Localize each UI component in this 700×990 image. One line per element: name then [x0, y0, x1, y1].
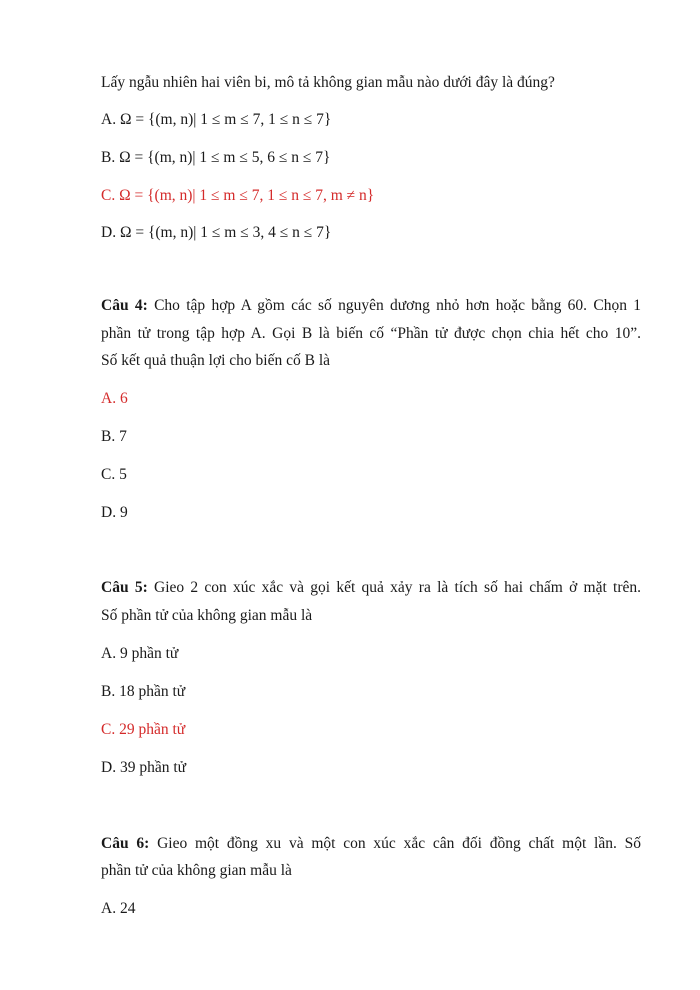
q3-option-c-correct: C. Ω = {(m, n)| 1 ≤ m ≤ 7, 1 ≤ n ≤ 7, m ≠ n}: [101, 187, 375, 204]
q4-stem-line2: phần tử trong tập hợp A. Gọi B là biến cố “Phần tử được chọn chia hết cho 10”.: [101, 325, 641, 342]
q6-option-a: A. 24: [101, 900, 136, 917]
q6-label: Câu 6:: [101, 835, 150, 852]
q5-stem-line1: [101, 578, 641, 598]
q3-option-a: A. Ω = {(m, n)| 1 ≤ m ≤ 7, 1 ≤ n ≤ 7}: [101, 111, 332, 128]
q3-option-b: B. Ω = {(m, n)| 1 ≤ m ≤ 5, 6 ≤ n ≤ 7}: [101, 149, 331, 166]
q4-option-a-correct: A. 6: [101, 390, 128, 407]
q3-stem: Lấy ngẫu nhiên hai viên bi, mô tả không gian mẫu nào dưới đây là đúng?: [101, 74, 555, 91]
q6-stem-line1: [101, 834, 641, 854]
q5-stem-text1: Gieo 2 con xúc xắc và gọi kết quả xảy ra là tích số hai chấm ở mặt trên.: [154, 579, 642, 596]
q5-label: Câu 5:: [101, 579, 148, 596]
q4-label: Câu 4:: [101, 297, 148, 314]
q4-stem-line3: Số kết quả thuận lợi cho biến cố B là: [101, 352, 331, 369]
q5-option-c-correct: C. 29 phần tử: [101, 721, 186, 738]
q6-stem-line2: phần tử của không gian mẫu là: [101, 862, 292, 879]
q5-stem-line2: Số phần tử của không gian mẫu là: [101, 607, 313, 624]
q4-option-d: D. 9: [101, 504, 128, 521]
q3-option-d: D. Ω = {(m, n)| 1 ≤ m ≤ 3, 4 ≤ n ≤ 7}: [101, 224, 332, 241]
q4-stem-text1: Cho tập hợp A gồm các số nguyên dương nhỏ hơn hoặc bằng 60. Chọn 1: [154, 297, 641, 314]
q5-option-a: A. 9 phần tử: [101, 645, 179, 662]
q6-stem-text1: Gieo một đồng xu và một con xúc xắc cân đối đồng chất một lần. Số: [157, 835, 642, 852]
q5-option-d: D. 39 phần tử: [101, 759, 187, 776]
q5-option-b: B. 18 phần tử: [101, 683, 186, 700]
q4-stem-line1: [101, 296, 641, 316]
q4-option-c: C. 5: [101, 466, 127, 483]
q4-option-b: B. 7: [101, 428, 127, 445]
